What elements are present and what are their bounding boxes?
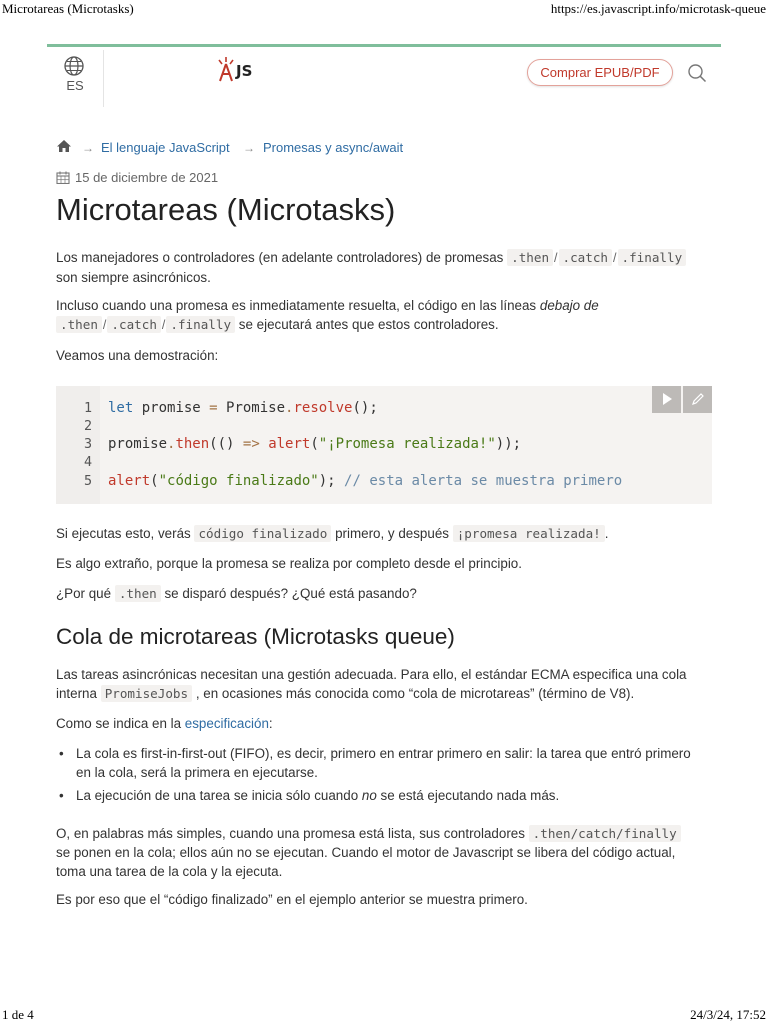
- paragraph-text: interna: [56, 686, 97, 701]
- code-operator: =>: [242, 436, 260, 452]
- specification-link[interactable]: especificación: [184, 716, 269, 731]
- paragraph-text: Si ejecutas esto, verás: [56, 526, 191, 541]
- emphasis-text: debajo de: [539, 298, 599, 313]
- site-logo[interactable]: [215, 55, 253, 88]
- spec-bullet-list: [56, 744, 712, 809]
- paragraph-text: se disparó después? ¿Qué está pasando?: [164, 586, 417, 601]
- intro-paragraph-1: [56, 248, 686, 287]
- inline-code: .catch: [559, 249, 613, 266]
- code-operator: =: [209, 400, 218, 416]
- section-paragraph-4: Es por eso que el “código finalizado” en el ejemplo anterior se muestra primero.: [56, 892, 528, 907]
- code-operator: .: [167, 436, 176, 452]
- result-paragraph-2: Es algo extraño, porque la promesa se realiza por completo desde el principio.: [56, 556, 522, 571]
- code-separator: /: [554, 251, 558, 265]
- site-topbar: [47, 44, 721, 107]
- section-paragraph-3: [56, 824, 681, 881]
- line-number: 2: [83, 419, 92, 434]
- logo-text: JS: [236, 62, 253, 80]
- paragraph-text: :: [268, 716, 273, 731]
- print-page-number: 1 de 4: [2, 1007, 34, 1022]
- list-item-text: en la cola, será la primera en ejecutarse.: [76, 765, 318, 780]
- list-item-text: La ejecución de una tarea se inicia sólo cuando: [76, 788, 359, 803]
- code-token: Promise: [217, 400, 286, 416]
- paragraph-text: se ponen en la cola; ellos aún no se ejecutan. Cuando el motor de Javascript se libera del código actual,: [56, 845, 676, 860]
- code-function: alert: [108, 473, 151, 489]
- section-paragraph-1: [56, 665, 687, 703]
- paragraph-text: se ejecutará antes que estos controladores.: [238, 317, 499, 332]
- code-token: (: [150, 473, 159, 489]
- section-paragraph-2: [56, 714, 273, 733]
- code-token: ));: [495, 436, 522, 452]
- code-token: promise: [108, 436, 168, 452]
- paragraph-text: primero, y después: [335, 526, 449, 541]
- code-string: "¡Promesa realizada!": [318, 436, 496, 452]
- date-text: 15 de diciembre de 2021: [75, 170, 219, 185]
- list-item-text: La cola es first-in-first-out (FIFO), es decir, primero en entrar primero en salir: la tarea que entró primero: [76, 746, 691, 761]
- breadcrumb-link-javascript[interactable]: El lenguaje JavaScript: [101, 140, 230, 155]
- inline-code: ¡promesa realizada!: [453, 525, 605, 542]
- print-url: https://es.javascript.info/microtask-queue: [550, 1, 766, 16]
- code-function: alert: [268, 436, 311, 452]
- breadcrumb-separator: →: [82, 141, 94, 155]
- intro-paragraph-2: [56, 296, 599, 335]
- run-code-button[interactable]: [652, 386, 681, 413]
- emphasis-text: no: [361, 788, 377, 803]
- inline-code: .finally: [166, 316, 235, 333]
- code-separator: /: [613, 251, 617, 265]
- code-line-5: [108, 473, 622, 489]
- print-timestamp: 24/3/24, 17:52: [690, 1007, 766, 1022]
- play-icon: [660, 392, 674, 406]
- code-separator: /: [161, 318, 166, 332]
- paragraph-text: Las tareas asincrónicas necesitan una gestión adecuada. Para ello, el estándar ECMA especifica una cola: [56, 667, 687, 682]
- code-function: resolve: [293, 400, 353, 416]
- print-header: [0, 0, 768, 18]
- language-switcher[interactable]: [47, 50, 104, 107]
- inline-code: PromiseJobs: [101, 685, 192, 702]
- inline-code: código finalizado: [194, 525, 331, 542]
- paragraph-text: O, en palabras más simples, cuando una promesa está lista, sus controladores: [56, 826, 525, 841]
- code-token: );: [318, 473, 345, 489]
- result-paragraph-3: [56, 584, 417, 603]
- code-token: ();: [352, 400, 378, 416]
- paragraph-text: Los manejadores o controladores (en adelante controladores) de promesas: [56, 250, 504, 265]
- paragraph-text: ¿Por qué: [56, 586, 112, 601]
- pencil-icon: [691, 392, 705, 406]
- inline-code: .finally: [618, 249, 687, 266]
- language-code: ES: [66, 78, 84, 93]
- search-icon[interactable]: [687, 63, 707, 83]
- breadcrumb-link-promises[interactable]: Promesas y async/await: [263, 140, 404, 155]
- globe-icon: [63, 55, 85, 77]
- code-comment: // esta alerta se muestra primero: [344, 473, 623, 489]
- paragraph-text: Incluso cuando una promesa es inmediatamente resuelta, el código en las líneas: [56, 298, 537, 313]
- code-line-1: [108, 400, 378, 416]
- code-token: (: [310, 436, 319, 452]
- code-keyword: let: [108, 400, 134, 416]
- intro-paragraph-3: Veamos una demostración:: [56, 348, 219, 363]
- home-icon[interactable]: [56, 139, 72, 153]
- edit-code-button[interactable]: [683, 386, 712, 413]
- calendar-icon: [56, 171, 70, 184]
- print-footer: [0, 1006, 768, 1024]
- breadcrumb-separator: →: [243, 141, 255, 155]
- paragraph-text: .: [604, 526, 609, 541]
- line-number: 1: [83, 401, 92, 416]
- paragraph-text: son siempre asincrónicos.: [56, 270, 211, 285]
- inline-code: .then: [115, 585, 161, 602]
- paragraph-text: Como se indica en la: [56, 716, 182, 731]
- inline-code: .then: [507, 249, 553, 266]
- code-line-3: [108, 436, 521, 452]
- inline-code: .then: [56, 316, 102, 333]
- buy-epub-pdf-button[interactable]: Comprar EPUB/PDF: [527, 59, 673, 86]
- print-page-title: Microtareas (Microtasks): [2, 1, 134, 16]
- paragraph-text: toma una tarea de la cola y la ejecuta.: [56, 864, 283, 879]
- code-function: then: [175, 436, 210, 452]
- line-number: 4: [83, 455, 92, 470]
- code-string: "código finalizado": [158, 473, 319, 489]
- code-operator: .: [285, 400, 294, 416]
- line-number: 5: [83, 474, 92, 489]
- list-item: [56, 744, 712, 782]
- code-token: [260, 436, 268, 452]
- section-heading: Cola de microtareas (Microtasks queue): [56, 624, 455, 649]
- list-item: [56, 786, 712, 805]
- inline-code: .then/catch/finally: [529, 825, 681, 842]
- code-separator: /: [102, 318, 107, 332]
- result-paragraph-1: [56, 524, 609, 543]
- code-token: ((): [209, 436, 243, 452]
- code-token: promise: [133, 400, 210, 416]
- inline-code: .catch: [107, 316, 161, 333]
- paragraph-text: , en ocasiones más conocida como “cola de microtareas” (término de V8).: [195, 686, 635, 701]
- code-example: [56, 386, 712, 504]
- list-item-text: se está ejecutando nada más.: [380, 788, 560, 803]
- page-title: Microtareas (Microtasks): [56, 192, 396, 227]
- logo-mark-icon: [215, 55, 237, 83]
- line-number: 3: [83, 437, 92, 452]
